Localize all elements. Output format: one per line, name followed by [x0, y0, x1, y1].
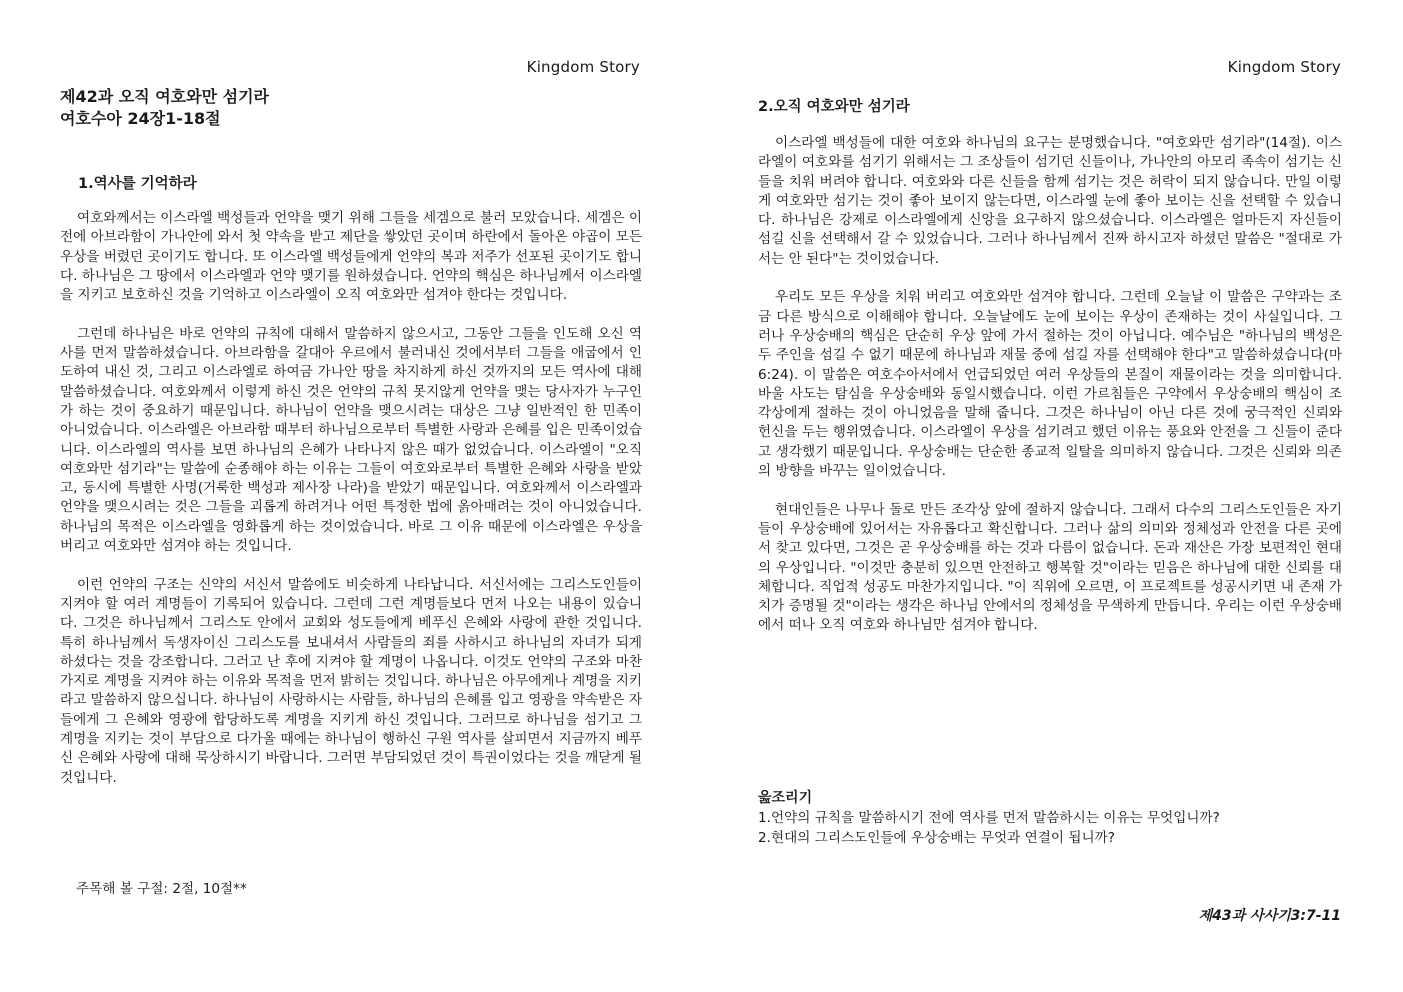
page-header: Kingdom Story	[1227, 58, 1341, 76]
paragraph: 이스라엘 백성들에 대한 여호와 하나님의 요구는 분명했습니다. "여호와만 섬기라"(14절). 이스라엘이 여호와를 섬기기 위해서는 그 조상들이 섬기던 신들이나, 가나안의 아모리 족속이 섬기는 신들을 치워 버려야 합니다. 여호와와 다른 신들을 함께 섬기는 것은 허락이 되지 않습니다. 만일 이렇게 여호와만 섬기는 것이 좋아 보이지 않는다면, 이스라엘 눈에 좋아 보이는 신을 선택할 수 있습니다. 하나님은 강제로 이스라엘에게 신앙을 요구하지 않으셨습니다. 이스라엘은 얼마든지 자신들이 섬길 신을 선택해서 갈 수 있었습니다. 그러나 하나님께서 진짜 하시고자 하셨던 말씀은 "절대로 가서는 안 된다"는 것이었습니다.	[758, 135, 1342, 267]
lesson-title-line1: 제42과 오직 여호와만 섬기라	[60, 87, 269, 106]
note-verses: 주목해 볼 구절: 2절, 10절**	[76, 881, 247, 897]
section-heading: 2.오직 여호와만 섬기라	[758, 99, 910, 115]
page-header: Kingdom Story	[526, 58, 640, 76]
reflection-title: 읊조리기	[758, 790, 813, 806]
paragraph: 여호와께서는 이스라엘 백성들과 언약을 맺기 위해 그들을 세겜으로 불러 모았습니다. 세겜은 이전에 아브라함이 가나안에 와서 첫 약속을 받고 제단을 쌓았던 곳이며 하란에서 돌아온 야곱이 모든 우상을 버렸던 곳이기도 합니다. 또 이스라엘 백성들에게 언약의 복과 저주가 선포된 곳이기도 합니다. 하나님은 그 땅에서 이스라엘과 언약 맺기를 원하셨습니다. 언약의 핵심은 하나님께서 이스라엘을 지키고 보호하신 것을 기억하고 이스라엘이 오직 여호와만 섬겨야 한다는 것입니다.	[60, 210, 642, 304]
lesson-title-line2: 여호수아 24장1-18절	[60, 109, 221, 128]
reflection-question: 1.언약의 규칙을 말씀하시기 전에 역사를 먼저 말씀하시는 이유는 무엇입니까?	[758, 810, 1220, 826]
paragraph: 이런 언약의 구조는 신약의 서신서 말씀에도 비슷하게 나타납니다. 서신서에는 그리스도인들이 지켜야 할 여러 계명들이 기록되어 있습니다. 그런데 그런 계명들보다 먼저 나오는 내용이 있습니다. 그것은 하나님께서 그리스도 안에서 교회와 성도들에게 베푸신 은혜와 사랑에 관한 것입니다. 특히 하나님께서 독생자이신 그리스도를 보내셔서 사람들의 죄를 사하시고 하나님의 자녀가 되게 하셨다는 것을 강조합니다. 그러고 난 후에 지켜야 할 계명이 나옵니다. 이것도 언약의 구조와 마찬가지로 계명을 지켜야 하는 이유와 목적을 먼저 밝히는 것입니다. 하나님은 아무에게나 계명을 지키라고 말씀하지 않으십니다. 하나님이 사랑하시는 사람들, 하나님의 은혜를 입고 영광을 약속받은 자들에게 그 은혜와 영광에 합당하도록 계명을 지키게 하신 것입니다. 그러므로 하나님을 섬기고 그 계명을 지키는 것이 부담으로 다가올 때에는 하나님이 행하신 구원 역사를 살피면서 지금까지 베푸신 은혜와 사랑에 대해 묵상하시기 바랍니다. 그러면 부담되었던 것이 특권이었다는 것을 깨닫게 될 것입니다.	[60, 576, 642, 786]
right-page	[702, 0, 1403, 992]
section-heading: 1.역사를 기억하라	[78, 176, 197, 192]
next-lesson: 제43과 사사기3:7-11	[1198, 908, 1341, 924]
reflection-section	[758, 788, 1220, 848]
lesson-title	[60, 86, 269, 130]
body-text	[758, 134, 1342, 636]
paragraph: 우리도 모든 우상을 치워 버리고 여호와만 섬겨야 합니다. 그런데 오늘날 이 말씀은 구약과는 조금 다른 방식으로 이해해야 합니다. 오늘날에도 눈에 보이는 우상이 존재하는 것이 사실입니다. 그러나 우상숭배의 핵심은 단순히 우상 앞에 가서 절하는 것이 아닙니다. 예수님은 "하나님의 백성은 두 주인을 섬길 수 없기 때문에 하나님과 재물 중에 섬길 자를 선택해야 한다"고 말씀하셨습니다(마 6:24). 이 말씀은 여호수아서에서 언급되었던 여러 우상들의 본질이 재물이라는 것을 의미합니다. 바울 사도는 탐심을 우상숭배와 동일시했습니다. 이런 가르침들은 구약에서 우상숭배의 핵심이 조각상에게 절하는 것이 아니었음을 말해 줍니다. 그것은 하나님이 아닌 다른 것에 궁극적인 신뢰와 헌신을 두는 행위였습니다. 이스라엘이 우상을 섬기려고 했던 이유는 풍요와 안전을 그 신들이 준다고 생각했기 때문입니다. 우상숭배는 단순한 종교적 일탈을 의미하지 않습니다. 그것은 신뢰와 의존의 방향을 바꾸는 일이었습니다.	[758, 289, 1342, 480]
body-text	[60, 209, 642, 788]
paragraph: 그런데 하나님은 바로 언약의 규칙에 대해서 말씀하지 않으시고, 그동안 그들을 인도해 오신 역사를 먼저 말씀하셨습니다. 아브라함을 갈대아 우르에서 불러내신 것에서부터 그들을 애굽에서 인도하여 내신 것, 그리고 이스라엘로 하여금 가나안 땅을 차지하게 하신 것까지의 모든 역사에 대해 말씀하셨습니다. 여호와께서 이렇게 하신 것은 언약의 규칙 못지않게 언약을 맺는 당사자가 누구인가 하는 것이 중요하기 때문입니다. 하나님이 언약을 맺으시려는 대상은 그냥 일반적인 한 민족이 아니었습니다. 이스라엘은 아브라함 때부터 하나님으로부터 특별한 사랑과 은혜를 입은 민족이었습니다. 이스라엘의 역사를 보면 하나님의 은혜가 나타나지 않은 때가 없었습니다. 이스라엘이 "오직 여호와만 섬기라"는 말씀에 순종해야 하는 이유는 그들이 여호와로부터 특별한 은혜와 사랑을 받았고, 동시에 특별한 사명(거룩한 백성과 제사장 나라)을 받았기 때문입니다. 여호와께서 이스라엘과 언약을 맺으시려는 것은 그들을 괴롭게 하려거나 어떤 특정한 법에 옭아매려는 것이 아니었습니다. 하나님의 목적은 이스라엘을 영화롭게 하는 것이었습니다. 바로 그 이유 때문에 이스라엘은 우상을 버리고 여호와만 섬겨야 하는 것입니다.	[60, 325, 642, 555]
paragraph: 현대인들은 나무나 돌로 만든 조각상 앞에 절하지 않습니다. 그래서 다수의 그리스도인들은 자기들이 우상숭배에 있어서는 자유롭다고 확신합니다. 그러나 삶의 의미와 정체성과 안전을 다른 곳에서 찾고 있다면, 그것은 곧 우상숭배를 하는 것과 다름이 없습니다. 돈과 재산은 가장 보편적인 현대의 우상입니다. "이것만 충분히 있으면 안전하고 행복할 것"이라는 믿음은 하나님에 대한 신뢰를 대체합니다. 직업적 성공도 마찬가지입니다. "이 직위에 오르면, 이 프로젝트를 성공시키면 내 존재 가치가 증명될 것"이라는 생각은 하나님 안에서의 정체성을 무색하게 만듭니다. 우리는 이런 우상숭배에서 떠나 오직 여호와 하나님만 섬겨야 합니다.	[758, 501, 1342, 634]
reflection-question: 2.현대의 그리스도인들에 우상숭배는 무엇과 연결이 됩니까?	[758, 830, 1115, 846]
